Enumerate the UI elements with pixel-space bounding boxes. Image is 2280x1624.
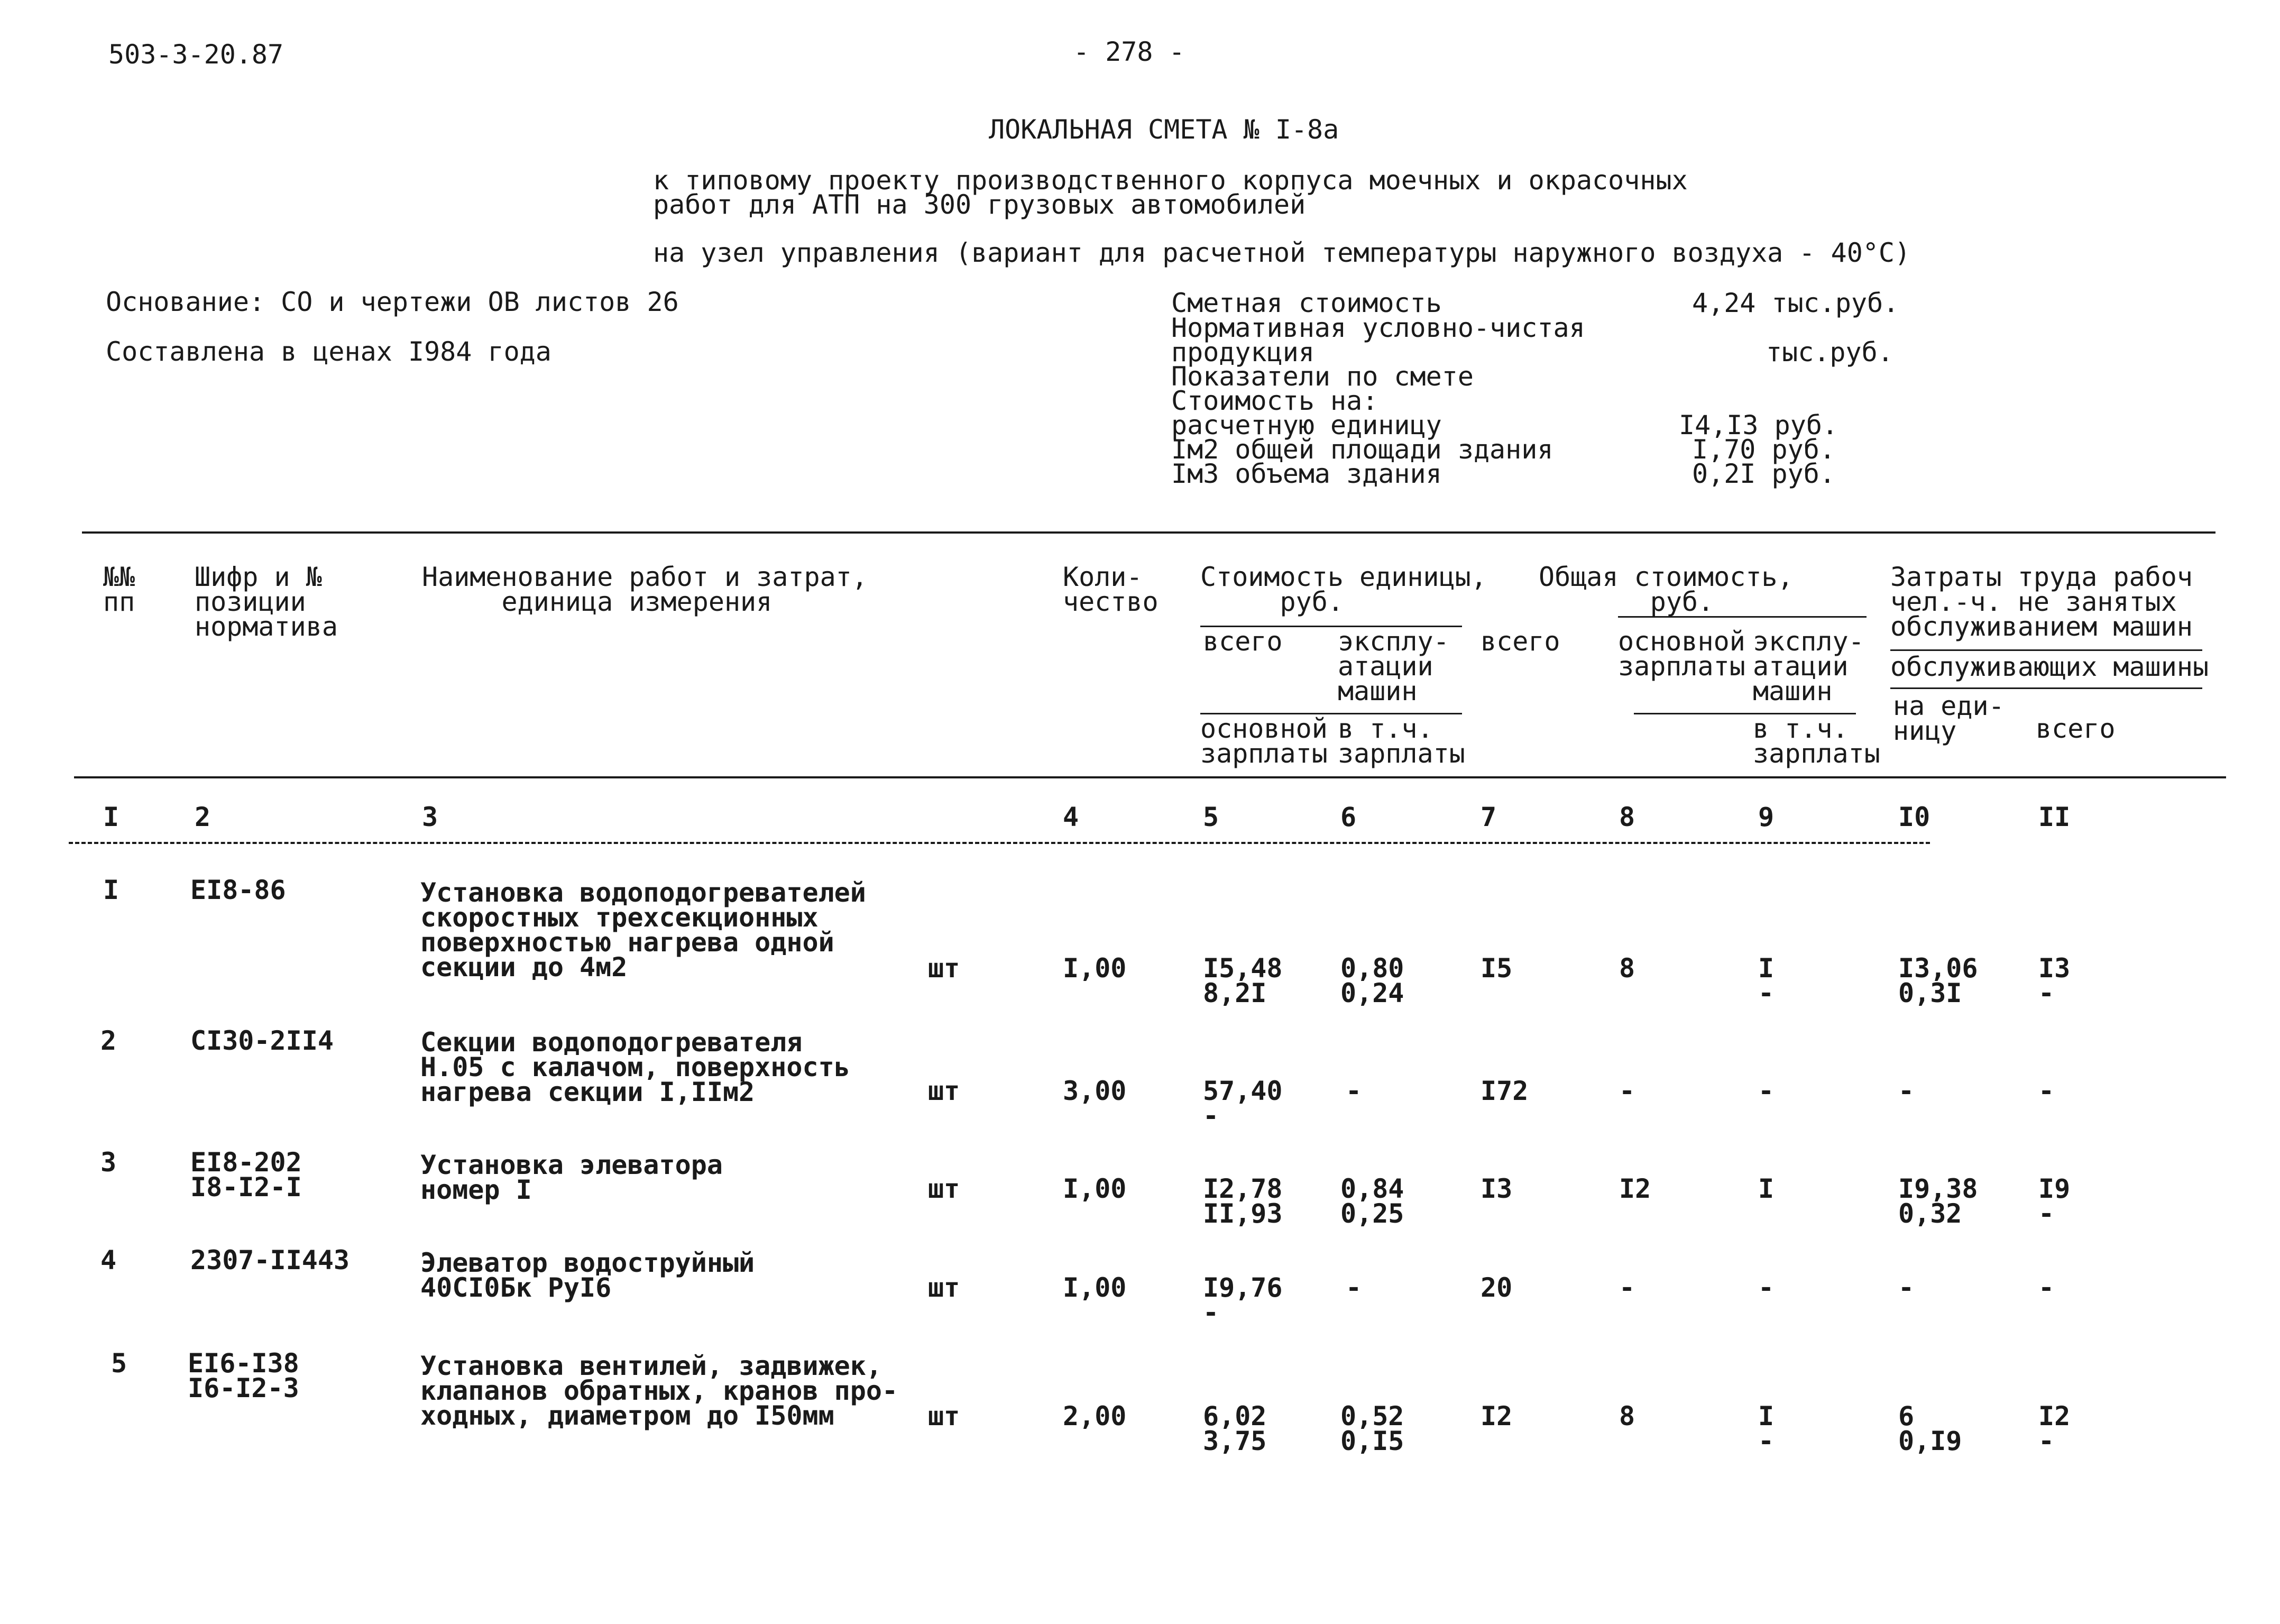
header-unit-cost-exploit: эксплу- атации машин — [1338, 626, 1449, 707]
summary-cost-on-label: Стоимость на: — [1171, 386, 1378, 416]
row-unit: шт — [928, 1272, 960, 1303]
row-unit: шт — [928, 1401, 960, 1432]
row-quantity: I,00 — [1063, 1272, 1127, 1303]
column-number-8: 8 — [1619, 802, 1635, 832]
row-labor-total: I2 - — [2038, 1401, 2071, 1456]
column-number-9: 9 — [1758, 802, 1775, 832]
basis-prices: Составлена в ценах I984 года — [106, 336, 551, 367]
row-code: CI30-2II4 — [190, 1025, 334, 1056]
row-total-cost-wage: 8 — [1619, 953, 1635, 984]
row-total-cost-exploit: I - — [1758, 953, 1775, 1008]
summary-area-label: Iм2 общей площади здания — [1171, 434, 1553, 465]
row-total-cost: 20 — [1481, 1272, 1513, 1303]
column-numbers-rule — [69, 842, 1930, 844]
row-total-cost: I5 — [1481, 953, 1513, 984]
row-total-cost-wage: - — [1619, 1272, 1635, 1303]
labor-header-underline — [1890, 649, 2202, 651]
column-number-10: I0 — [1898, 802, 1930, 832]
row-unit-cost-total: 57,40 - — [1203, 1076, 1283, 1131]
row-code: EI8-202 I8-I2-I — [190, 1147, 302, 1203]
row-number: 2 — [100, 1025, 117, 1056]
column-number-7: 7 — [1481, 802, 1497, 832]
row-name: Установка элеватора номер I — [420, 1150, 723, 1205]
header-code: Шифр и № позиции норматива — [195, 562, 338, 642]
summary-cost-label: Сметная стоимость — [1171, 288, 1442, 318]
header-number: №№ пп — [103, 562, 135, 617]
row-labor-per-unit: I3,06 0,3I — [1898, 953, 1978, 1008]
row-number: 4 — [100, 1245, 117, 1276]
column-number-11: II — [2038, 802, 2071, 832]
row-labor-per-unit: 6 0,I9 — [1898, 1401, 1962, 1456]
row-total-cost: I72 — [1481, 1076, 1529, 1106]
column-number-1: I — [103, 802, 119, 832]
row-name: Секции водоподогревателя Н.05 с калачом, поверхность нагрева секции I,IIм2 — [420, 1027, 850, 1107]
header-unit-cost: Стоимость единицы, руб. — [1200, 562, 1487, 617]
column-number-4: 4 — [1063, 802, 1079, 832]
summary-volume-label: Iм3 объема здания — [1171, 458, 1442, 489]
header-name: Наименование работ и затрат, единица измерения — [422, 562, 868, 617]
header-labor-sub: обслуживающих машины — [1890, 652, 2209, 682]
subtitle-line-1: к типовому проекту производственного корпуса моечных и окрасочных — [653, 165, 1688, 196]
column-number-3: 3 — [422, 802, 438, 832]
row-labor-total: I3 - — [2038, 953, 2071, 1008]
row-total-cost-exploit: I — [1758, 1173, 1775, 1204]
summary-normative-label-2: продукция — [1171, 337, 1314, 368]
header-bottom-rule — [74, 776, 2226, 778]
header-unit-cost-total: всего — [1203, 626, 1283, 657]
row-unit-cost-exploit: 0,84 0,25 — [1340, 1173, 1404, 1229]
row-quantity: I,00 — [1063, 1173, 1127, 1204]
row-unit: шт — [928, 1076, 960, 1106]
row-number: 5 — [111, 1348, 127, 1379]
row-quantity: 3,00 — [1063, 1076, 1127, 1106]
row-total-cost-exploit: - — [1758, 1272, 1775, 1303]
document-code: 503-3-20.87 — [108, 39, 284, 70]
column-number-2: 2 — [195, 802, 211, 832]
summary-normative-value: тыс.руб. — [1766, 337, 1893, 368]
row-name: Установка водоподогревателей скоростных трехсекционных поверхностью нагрева одной секции до 4м2 — [420, 877, 866, 983]
header-total-cost-exploit: эксплу- атации машин — [1753, 626, 1864, 707]
row-quantity: 2,00 — [1063, 1401, 1127, 1432]
row-unit-cost-exploit: 0,52 0,I5 — [1340, 1401, 1404, 1456]
header-labor-total: всего — [2036, 713, 2116, 744]
row-unit: шт — [928, 1173, 960, 1204]
row-unit-cost-exploit: - — [1346, 1272, 1362, 1303]
summary-area-value: I,70 руб. — [1692, 434, 1835, 465]
row-unit-cost-total: I9,76 - — [1203, 1272, 1283, 1328]
row-total-cost-exploit: - — [1758, 1076, 1775, 1106]
column-number-6: 6 — [1340, 802, 1357, 832]
row-number: 3 — [100, 1147, 117, 1178]
row-code: 2307-II443 — [190, 1245, 350, 1276]
header-total-cost-incl-wage: в т.ч. зарплаты — [1753, 713, 1880, 769]
header-quantity: Коли- чество — [1063, 562, 1159, 617]
row-total-cost-wage: I2 — [1619, 1173, 1651, 1204]
row-unit-cost-exploit: 0,80 0,24 — [1340, 953, 1404, 1008]
row-total-cost-wage: 8 — [1619, 1401, 1635, 1432]
row-total-cost: I3 — [1481, 1173, 1513, 1204]
page-number: - 278 - — [1073, 36, 1185, 67]
basis-foundation: Основание: СО и чертежи ОВ листов 26 — [106, 287, 679, 317]
row-unit-cost-exploit: - — [1346, 1076, 1362, 1106]
summary-unit-value: I4,I3 руб. — [1679, 410, 1838, 441]
subtitle-line-2: работ для АТП на 300 грузовых автомобилей — [653, 189, 1306, 220]
row-unit: шт — [928, 953, 960, 984]
header-total-cost: Общая стоимость, руб. — [1539, 562, 1794, 617]
row-labor-per-unit: - — [1898, 1076, 1915, 1106]
header-unit-cost-wage: основной зарплаты — [1200, 713, 1328, 769]
row-total-cost-exploit: I - — [1758, 1401, 1775, 1456]
summary-normative-label-1: Нормативная условно-чистая — [1171, 313, 1585, 343]
row-labor-per-unit: I9,38 0,32 — [1898, 1173, 1978, 1229]
row-labor-total: I9 - — [2038, 1173, 2071, 1229]
row-unit-cost-total: I2,78 II,93 — [1203, 1173, 1283, 1229]
row-total-cost-wage: - — [1619, 1076, 1635, 1106]
header-total-cost-wage: основной зарплаты — [1618, 626, 1745, 682]
row-name: Установка вентилей, задвижек, клапанов обратных, кранов про- ходных, диаметром до I50мм — [420, 1351, 898, 1431]
header-labor: Затраты труда рабоч чел.-ч. не занятых обслуживанием машин — [1890, 562, 2193, 642]
row-labor-total: - — [2038, 1076, 2055, 1106]
estimate-title: ЛОКАЛЬНАЯ СМЕТА № I-8а — [989, 114, 1339, 145]
row-labor-total: - — [2038, 1272, 2055, 1303]
header-labor-per-unit: на еди- ницу — [1893, 691, 2005, 746]
row-unit-cost-total: I5,48 8,2I — [1203, 953, 1283, 1008]
row-code: EI8-86 — [190, 875, 286, 905]
summary-cost-value: 4,24 тыс.руб. — [1692, 288, 1899, 318]
row-code: EI6-I38 I6-I2-3 — [188, 1348, 299, 1403]
column-number-5: 5 — [1203, 802, 1219, 832]
row-unit-cost-total: 6,02 3,75 — [1203, 1401, 1267, 1456]
header-unit-cost-incl-wage: в т.ч. зарплаты — [1338, 713, 1465, 769]
table-top-rule — [82, 531, 2215, 534]
row-quantity: I,00 — [1063, 953, 1127, 984]
summary-unit-label: расчетную единицу — [1171, 410, 1442, 441]
row-number: I — [103, 875, 119, 905]
row-name: Элеватор водоструйный 40СI0Бк РуI6 — [420, 1247, 755, 1303]
summary-indicators-label: Показатели по смете — [1171, 361, 1474, 392]
row-total-cost: I2 — [1481, 1401, 1513, 1432]
labor-sub-underline — [1890, 687, 2202, 689]
subtitle-line-3: на узел управления (вариант для расчетной температуры наружного воздуха - 40°С) — [653, 237, 1911, 268]
row-labor-per-unit: - — [1898, 1272, 1915, 1303]
summary-volume-value: 0,2I руб. — [1692, 458, 1835, 489]
header-total-cost-total: всего — [1481, 626, 1560, 657]
